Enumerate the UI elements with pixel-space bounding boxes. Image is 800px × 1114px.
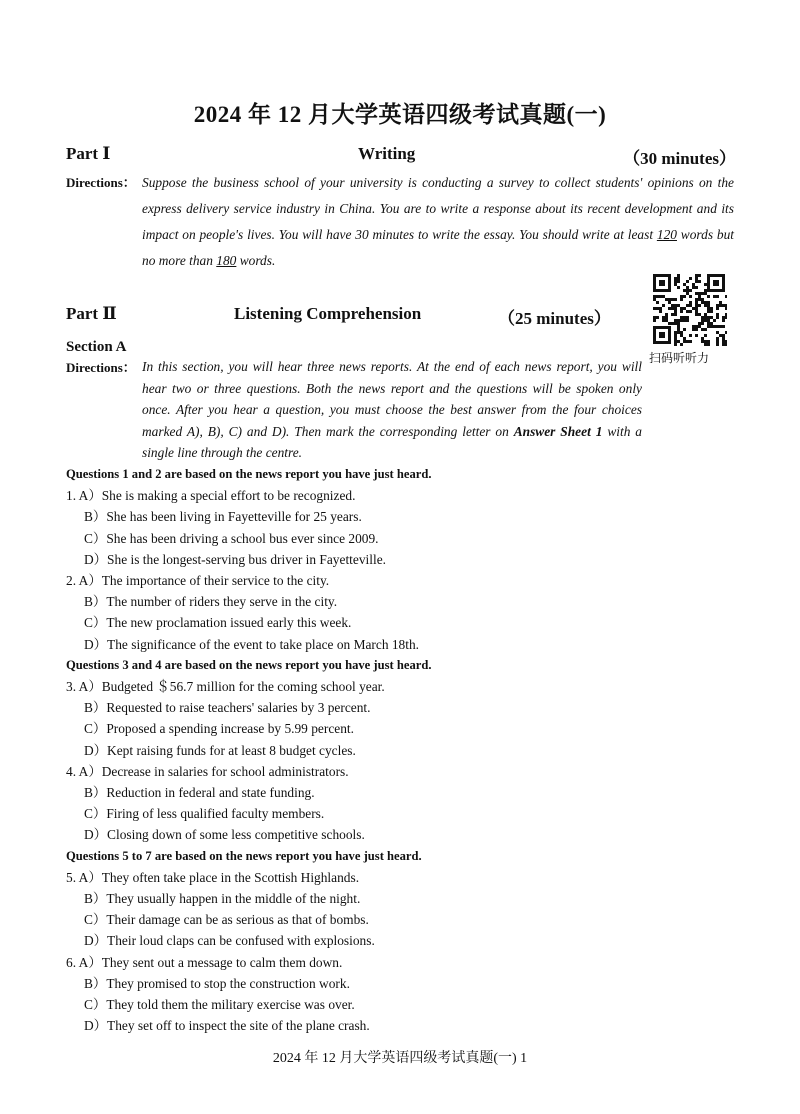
qr-caption: 扫码听听力 — [649, 351, 710, 365]
answer-option: C）Proposed a spending increase by 5.99 percent. — [84, 721, 354, 737]
part1-time: （30 minutes） — [623, 149, 736, 168]
answer-option: 6. A）They sent out a message to calm them down. — [66, 954, 343, 970]
questions-list — [66, 464, 736, 1036]
answer-option: C）Their damage can be as serious as that of bombs. — [84, 912, 369, 928]
question-number: 6. — [66, 954, 79, 970]
part2-name: Listening Comprehension — [234, 304, 422, 323]
part2-time: （25 minutes） — [498, 309, 611, 328]
answer-option: 2. A）The importance of their service to the city. — [66, 573, 330, 589]
answer-option: C）The new proclamation issued early this week. — [84, 615, 352, 631]
answer-option: 4. A）Decrease in salaries for school administrators. — [66, 763, 349, 779]
part2-directions-text: In this section, you will hear three news reports. At the end of each news report, you will hear two or three questions. Both the news report and the questions will be spoken only once. After you hear a question, you must choose the best answer from the four choices marked A), B), C) and D). Then mark the corresponding letter on Answer Sheet 1 with a single line through the centre. — [142, 359, 642, 460]
answer-option: C）She has been driving a school bus ever since 2009. — [84, 530, 379, 546]
answer-option: D）Closing down of some less competitive schools. — [84, 827, 365, 843]
part2-label: Part Ⅱ — [66, 304, 117, 323]
question-group-heading: Questions 1 and 2 are based on the news report you have just heard. — [66, 467, 432, 481]
question-number: 4. — [66, 763, 79, 779]
answer-option: D）She is the longest-serving bus driver in Fayetteville. — [84, 551, 386, 567]
max-words: 180 — [216, 253, 237, 268]
answer-option: C）Firing of less qualified faculty members. — [84, 806, 325, 822]
part1-name: Writing — [358, 144, 416, 163]
answer-option: D）The significance of the event to take place on March 18th. — [84, 636, 420, 652]
answer-option: C）They told them the military exercise was over. — [84, 997, 355, 1013]
question-number: 3. — [66, 679, 79, 695]
page-footer: 2024 年 12 月大学英语四级考试真题(一) 1 — [272, 1051, 528, 1066]
part1-directions-text: Suppose the business school of your university is conducting a survey to collect students' opinions on the express delivery service industry in China. You are to write a response about its recent development and its impact on people's lives. You will have 30 minutes to write the essay. You should write at least 120 words but no more than 180 words. — [142, 175, 734, 268]
answer-option: D）They set off to inspect the site of the plane crash. — [84, 1018, 370, 1034]
question-group-heading: Questions 3 and 4 are based on the news report you have just heard. — [66, 657, 432, 672]
min-words: 120 — [656, 227, 677, 242]
question-number: 1. — [66, 488, 79, 504]
answer-sheet-label: Answer Sheet 1 — [513, 423, 603, 439]
answer-option: D）Their loud claps can be confused with explosions. — [84, 933, 375, 949]
question-group-heading: Questions 5 to 7 are based on the news report you have just heard. — [66, 848, 422, 863]
page-title: 2024 年 12 月大学英语四级考试真题(一) — [193, 102, 607, 127]
qr-code-icon[interactable] — [651, 272, 727, 346]
question-number: 2. — [66, 573, 79, 589]
answer-option: 1. A）She is making a special effort to be recognized. — [66, 488, 356, 504]
answer-option: B）They promised to stop the construction work. — [84, 975, 350, 991]
part2-header — [66, 304, 626, 328]
section-a-heading: Section A — [66, 339, 127, 355]
answer-option: B）They usually happen in the middle of the night. — [84, 891, 361, 907]
part1-header — [66, 144, 736, 168]
answer-option: D）Kept raising funds for at least 8 budget cycles. — [84, 742, 356, 758]
answer-option: 3. A）Budgeted ＄56.7 million for the coming school year. — [66, 679, 385, 695]
answer-option: B）The number of riders they serve in the city. — [84, 594, 338, 610]
answer-option: B）She has been living in Fayetteville for 25 years. — [84, 509, 362, 525]
part1-directions-label: Directions： — [66, 175, 136, 190]
answer-option: B）Reduction in federal and state funding. — [84, 785, 315, 801]
answer-option: 5. A）They often take place in the Scottish Highlands. — [66, 869, 360, 885]
answer-option: B）Requested to raise teachers' salaries by 3 percent. — [84, 700, 371, 716]
question-number: 5. — [66, 869, 79, 885]
part2-directions — [66, 356, 734, 464]
part1-label: Part Ⅰ — [66, 144, 111, 163]
part2-directions-label: Directions： — [66, 360, 136, 375]
part1-directions — [66, 170, 734, 274]
